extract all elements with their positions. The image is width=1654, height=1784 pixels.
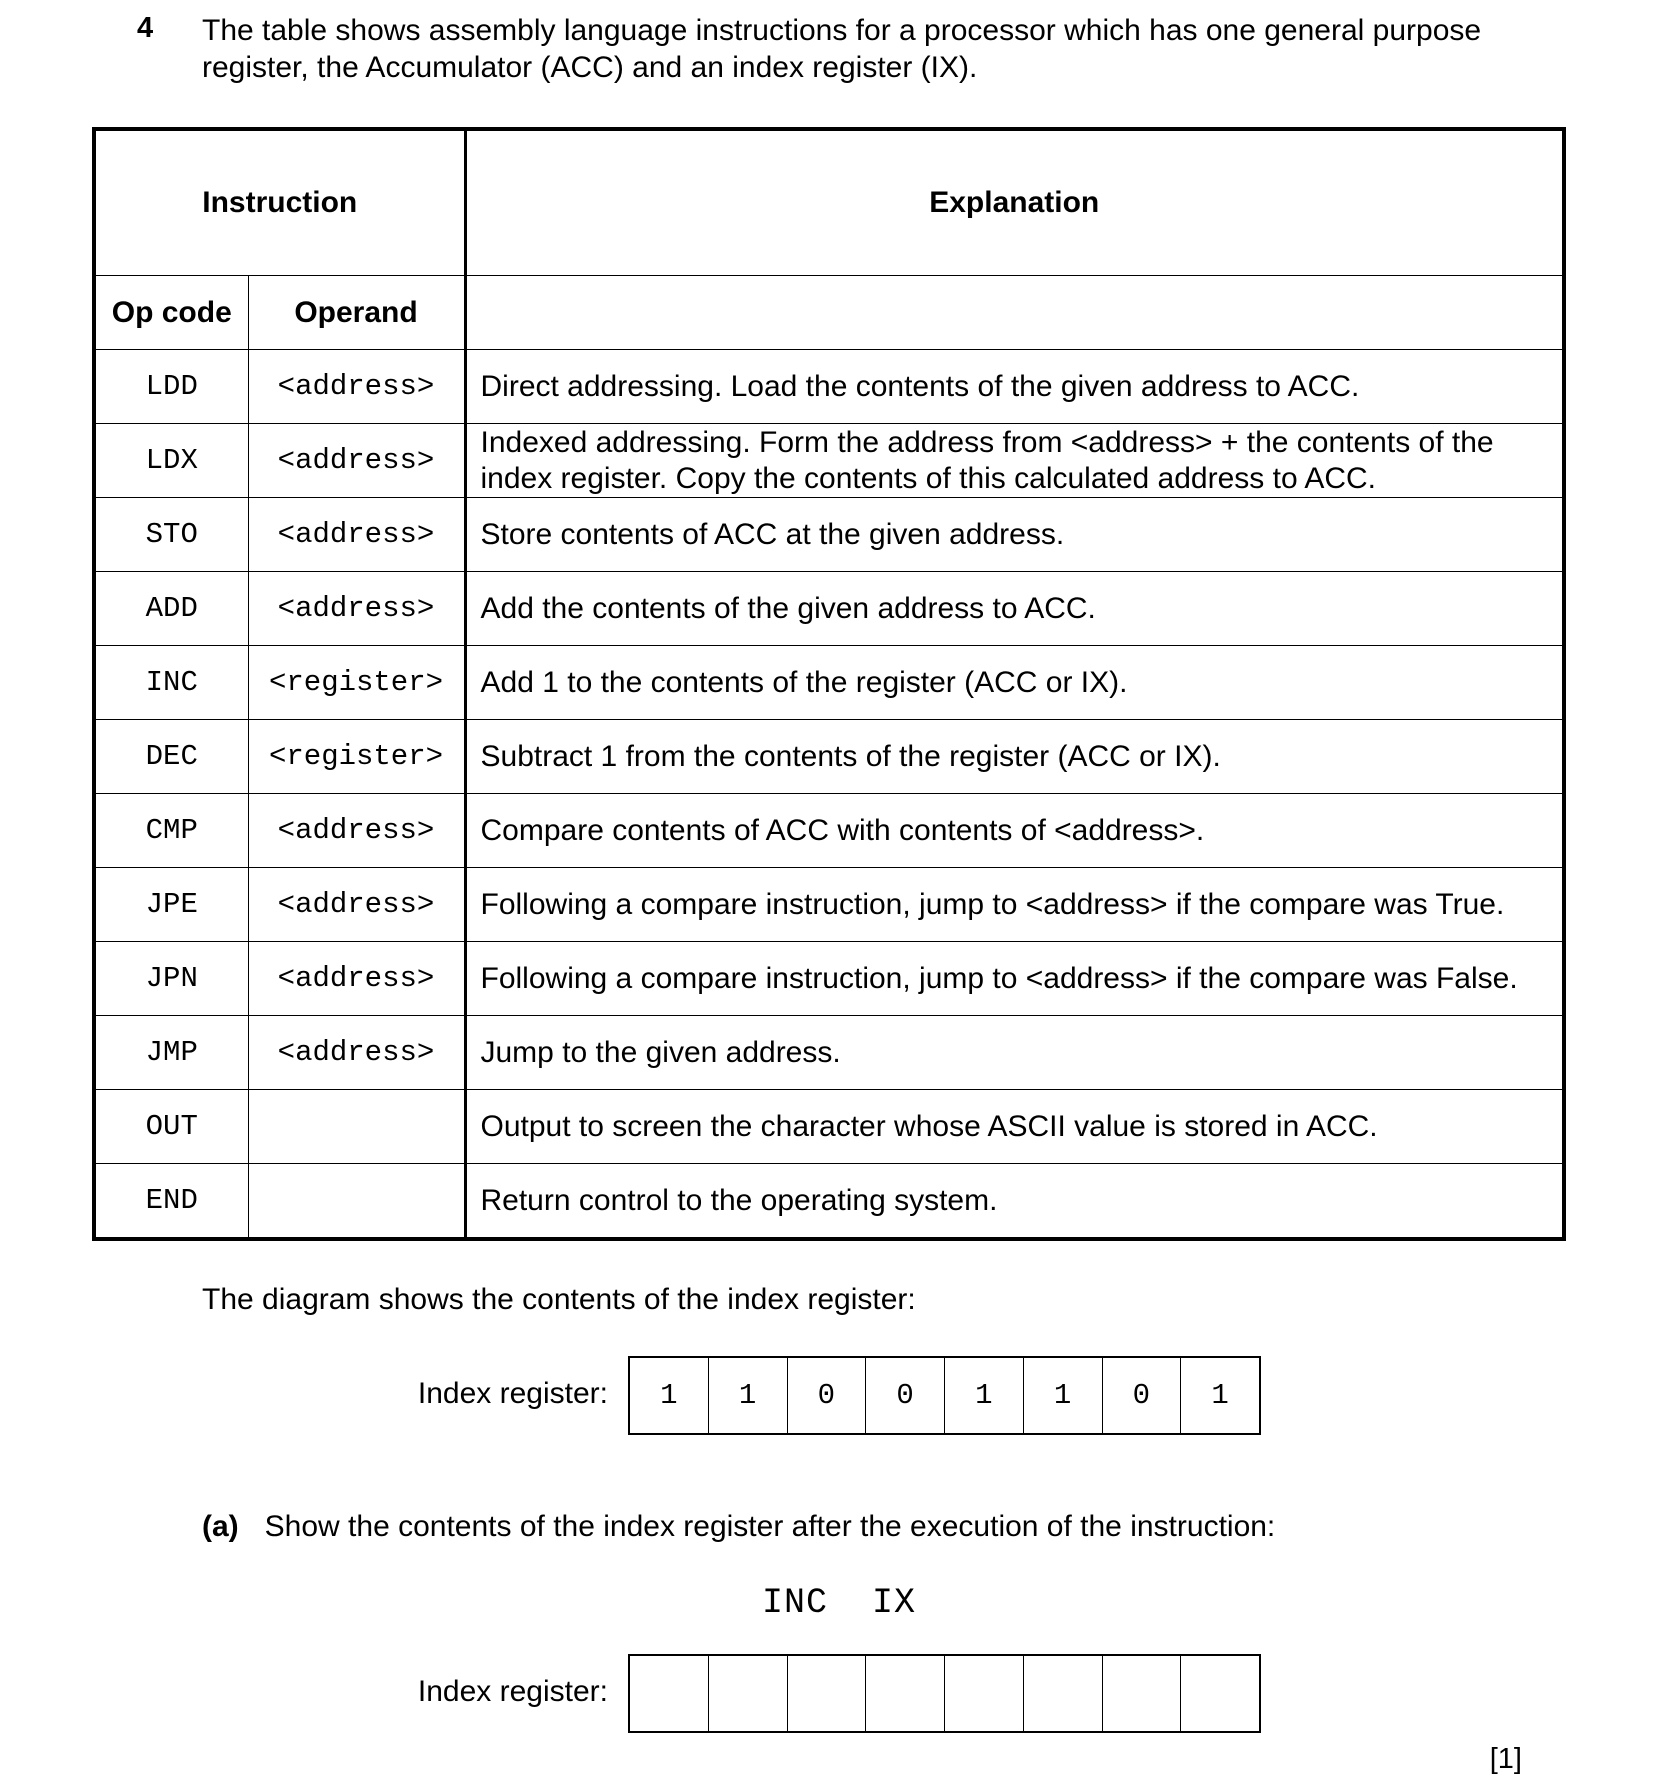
register-bit: 1: [1024, 1358, 1103, 1433]
explanation-cell: Compare contents of ACC with contents of <address>.: [465, 794, 1564, 868]
operand-cell: <address>: [248, 350, 465, 424]
table-row: [94, 942, 1564, 1016]
answer-bit-box[interactable]: [1103, 1656, 1182, 1731]
table-row: [94, 794, 1564, 868]
intro-line-2: register, the Accumulator (ACC) and an index register (IX).: [202, 51, 978, 84]
explanation-line-1: Indexed addressing. Form the address from <address> + the contents of the: [480, 425, 1494, 459]
table-subheader-row: [94, 276, 1564, 350]
table-row: [94, 720, 1564, 794]
answer-bit-box[interactable]: [945, 1656, 1024, 1731]
table-row: [94, 572, 1564, 646]
answer-register: [628, 1654, 1261, 1733]
explanation-cell: Return control to the operating system.: [465, 1164, 1564, 1240]
intro-line-1: The table shows assembly language instructions for a processor which has one general purpose: [202, 14, 1482, 47]
register-bit: 0: [866, 1358, 945, 1433]
header-operand: Operand: [248, 276, 465, 350]
register-bit: 1: [945, 1358, 1024, 1433]
answer-bit-box[interactable]: [1181, 1656, 1259, 1731]
opcode-cell: JMP: [94, 1016, 248, 1090]
explanation-line-2: index register. Copy the contents of this calculated address to ACC.: [480, 461, 1376, 495]
opcode-cell: END: [94, 1164, 248, 1240]
marks-allocation: [1]: [1489, 1743, 1522, 1775]
operand-cell: <address>: [248, 1016, 465, 1090]
explanation-cell: Add 1 to the contents of the register (ACC or IX).: [465, 646, 1564, 720]
instruction-code: INC IX: [762, 1583, 917, 1623]
operand-cell: <register>: [248, 646, 465, 720]
opcode-cell: INC: [94, 646, 248, 720]
opcode-cell: STO: [94, 498, 248, 572]
answer-register-label: Index register:: [417, 1675, 608, 1708]
table-row: [94, 1164, 1564, 1240]
explanation-cell: Output to screen the character whose ASCII value is stored in ACC.: [465, 1090, 1564, 1164]
instruction-table: [92, 127, 1566, 1241]
explanation-cell: Jump to the given address.: [465, 1016, 1564, 1090]
explanation-cell: Store contents of ACC at the given address.: [465, 498, 1564, 572]
answer-bit-box[interactable]: [1024, 1656, 1103, 1731]
opcode-cell: LDD: [94, 350, 248, 424]
table-row: [94, 1090, 1564, 1164]
operand-cell: [248, 1164, 465, 1240]
register-bit: 1: [630, 1358, 709, 1433]
operand-cell: <address>: [248, 942, 465, 1016]
explanation-cell: Add the contents of the given address to ACC.: [465, 572, 1564, 646]
question-intro: [202, 12, 1562, 86]
opcode-cell: DEC: [94, 720, 248, 794]
answer-bit-box[interactable]: [630, 1656, 709, 1731]
opcode-cell: JPN: [94, 942, 248, 1016]
register-bit: 0: [788, 1358, 867, 1433]
explanation-cell: Direct addressing. Load the contents of the given address to ACC.: [465, 350, 1564, 424]
explanation-cell: Subtract 1 from the contents of the register (ACC or IX).: [465, 720, 1564, 794]
index-register-diagram: [628, 1356, 1261, 1435]
index-register-label: Index register:: [417, 1377, 608, 1410]
register-bit: 0: [1103, 1358, 1182, 1433]
header-instruction: Instruction: [94, 129, 465, 276]
question-number: 4: [137, 12, 154, 44]
table-row: [94, 350, 1564, 424]
part-a-text: Show the contents of the index register after the execution of the instruction:: [264, 1510, 1276, 1543]
table-header-row: [94, 129, 1564, 276]
part-a-prompt: [202, 1510, 1275, 1544]
operand-cell: <address>: [248, 868, 465, 942]
explanation-cell: [465, 424, 1564, 498]
table-row: [94, 1016, 1564, 1090]
answer-bit-box[interactable]: [709, 1656, 788, 1731]
opcode-cell: ADD: [94, 572, 248, 646]
part-a-label: (a): [202, 1510, 239, 1543]
explanation-cell: Following a compare instruction, jump to <address> if the compare was False.: [465, 942, 1564, 1016]
operand-cell: <register>: [248, 720, 465, 794]
register-bit: 1: [1211, 1379, 1229, 1412]
operand-cell: <address>: [248, 498, 465, 572]
header-empty: [465, 276, 1564, 350]
table-row: [94, 424, 1564, 498]
table-row: [94, 498, 1564, 572]
opcode-cell: OUT: [94, 1090, 248, 1164]
operand-cell: [248, 1090, 465, 1164]
operand-cell: <address>: [248, 794, 465, 868]
header-opcode: Op code: [94, 276, 248, 350]
header-explanation: Explanation: [465, 129, 1564, 276]
table-row: [94, 868, 1564, 942]
answer-bit-box[interactable]: [866, 1656, 945, 1731]
opcode-cell: CMP: [94, 794, 248, 868]
table-row: [94, 646, 1564, 720]
opcode-cell: LDX: [94, 424, 248, 498]
register-bit: 1: [709, 1358, 788, 1433]
answer-bit-box[interactable]: [788, 1656, 867, 1731]
operand-cell: <address>: [248, 572, 465, 646]
operand-cell: <address>: [248, 424, 465, 498]
explanation-cell: Following a compare instruction, jump to <address> if the compare was True.: [465, 868, 1564, 942]
diagram-caption: The diagram shows the contents of the index register:: [202, 1283, 916, 1316]
opcode-cell: JPE: [94, 868, 248, 942]
